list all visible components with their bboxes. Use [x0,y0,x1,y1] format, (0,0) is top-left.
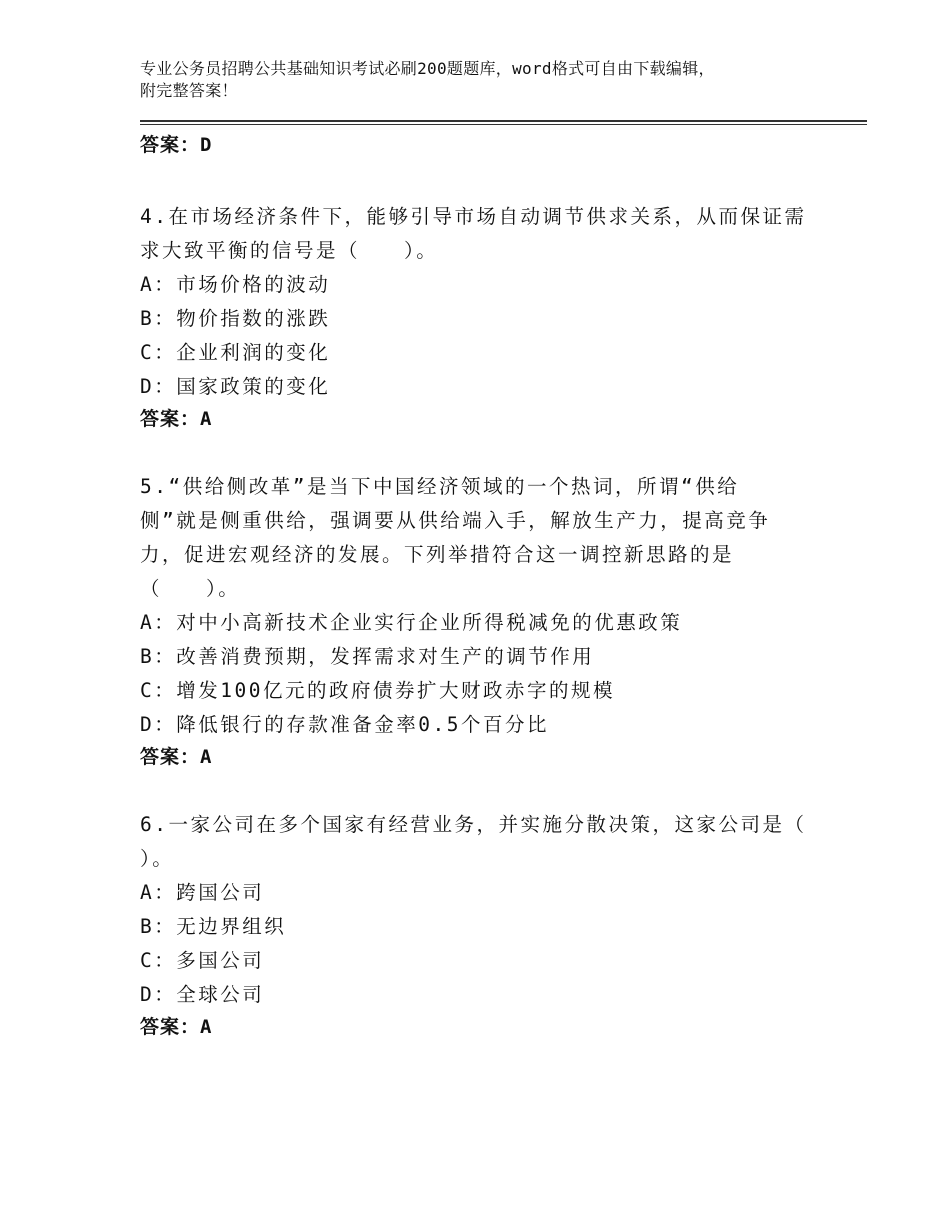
question-block [140,200,820,434]
question-line: 侧”就是侧重供给，强调要从供给端入手，解放生产力，提高竞争 [140,509,771,532]
option-d: D：国家政策的变化 [140,375,331,398]
option-b: B：无边界组织 [140,915,287,938]
option-b: B：物价指数的涨跌 [140,307,331,330]
header-rule-thin [140,124,867,125]
option-a: A：跨国公司 [140,881,265,904]
question-block [140,808,820,1042]
answer-label: 答案：A [140,1016,213,1038]
option-a: A：市场价格的波动 [140,273,331,296]
option-b: B：改善消费预期，发挥需求对生产的调节作用 [140,645,595,668]
question-line: （ ）。 [140,577,241,600]
question-text [140,808,820,876]
question-block [140,470,820,772]
option-c: C：企业利润的变化 [140,341,331,364]
question-line: 求大致平衡的信号是（ ）。 [140,239,439,262]
document-body [140,130,820,1042]
previous-answer: 答案：D [140,134,213,156]
answer-label: 答案：A [140,746,213,768]
option-d: D：全球公司 [140,983,265,1006]
header-line-1: 专业公务员招聘公共基础知识考试必刷200题题库，word格式可自由下载编辑， [140,59,715,78]
option-a: A：对中小高新技术企业实行企业所得税减免的优惠政策 [140,611,683,634]
question-text [140,470,820,606]
question-text [140,200,820,268]
question-line: 力，促进宏观经济的发展。下列举措符合这一调控新思路的是 [140,543,735,566]
header-line-2: 附完整答案！ [140,81,238,100]
question-line: ）。 [140,847,175,870]
question-line: 6.一家公司在多个国家有经营业务，并实施分散决策，这家公司是（ [140,813,807,836]
header-rule [140,120,867,122]
answer-label: 答案：A [140,408,213,430]
option-c: C：多国公司 [140,949,265,972]
question-line: 4.在市场经济条件下，能够引导市场自动调节供求关系，从而保证需 [140,205,807,228]
question-line: 5.“供给侧改革”是当下中国经济领域的一个热词，所谓“供给 [140,475,740,498]
option-c: C：增发100亿元的政府债券扩大财政赤字的规模 [140,679,615,702]
option-d: D：降低银行的存款准备金率0.5个百分比 [140,713,549,736]
document-header [140,58,800,102]
